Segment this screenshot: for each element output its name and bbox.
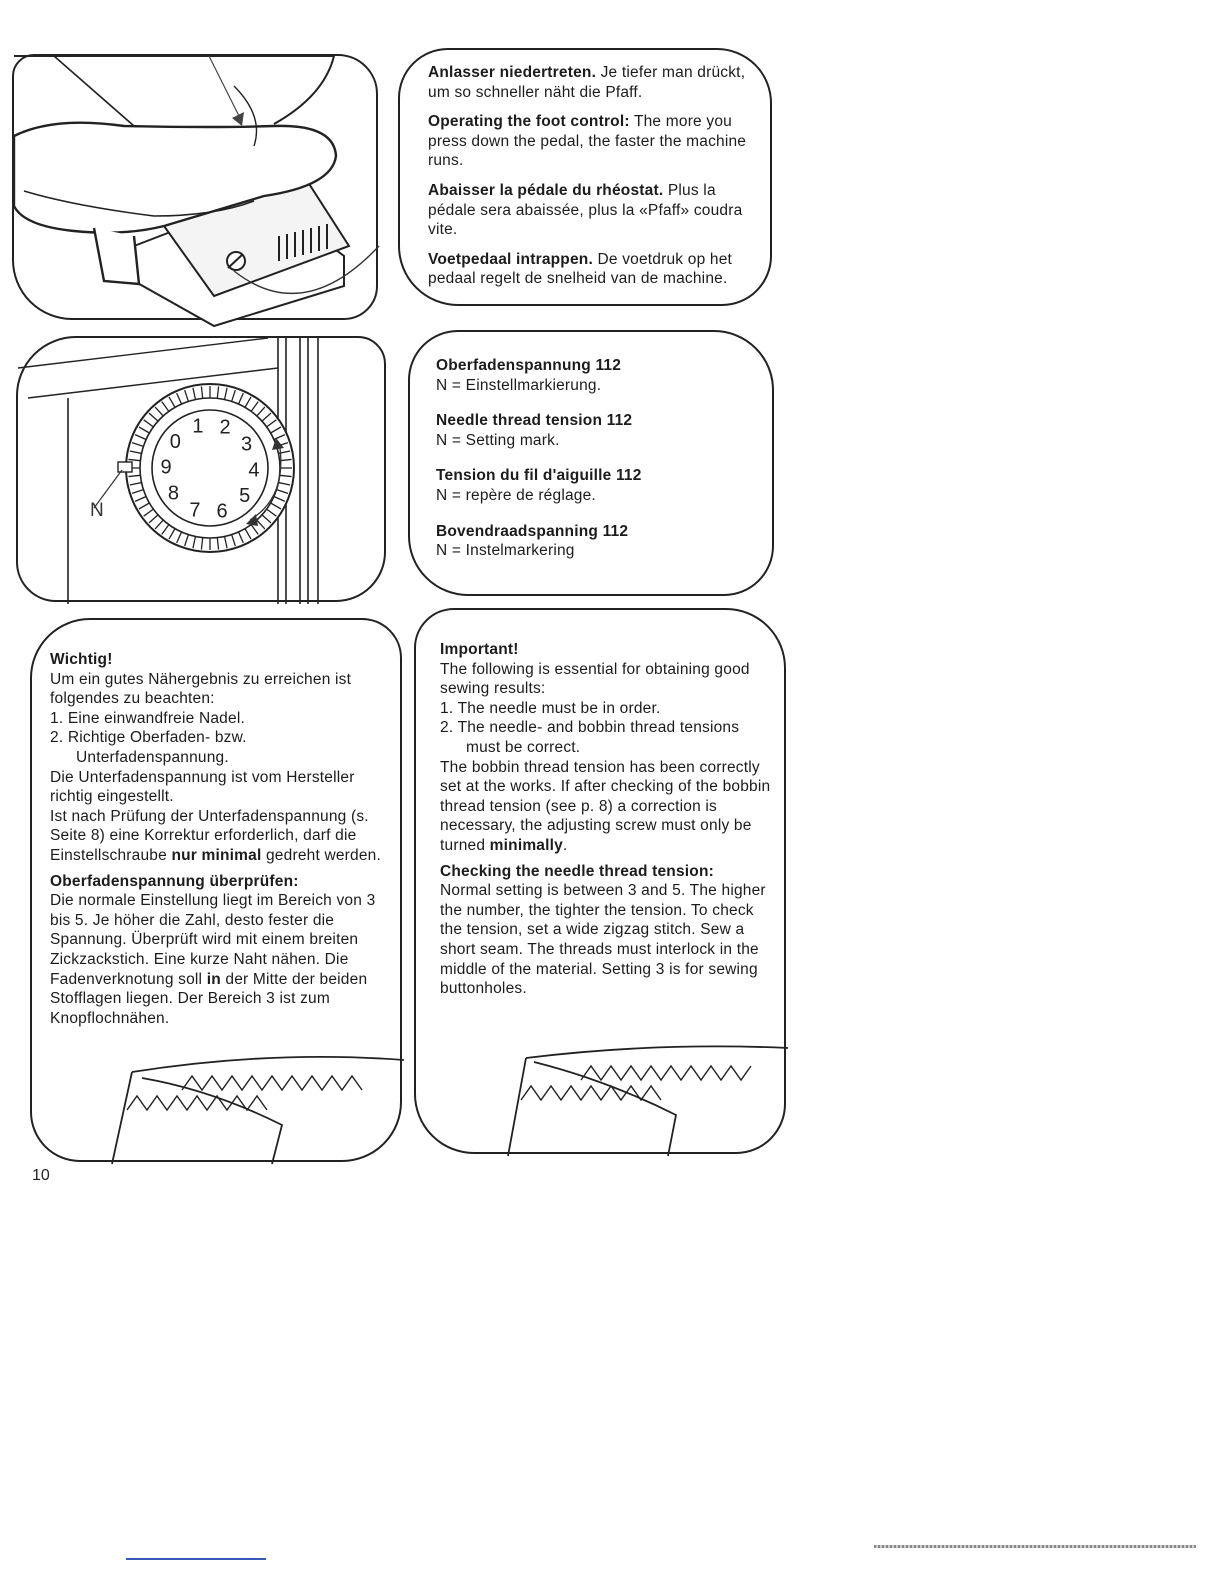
- scan-line-right: [874, 1545, 1196, 1548]
- foot-control-text: [428, 63, 763, 299]
- tension-item-en: Needle thread tension 112 N = Setting mark.: [436, 412, 633, 449]
- important-en-check-text: Normal setting is between 3 and 5. The higher the number, the tighter the tension. To check the tension, set a wide zigzag stitch. Sew a short seam. The threads must interlock in the middle of the material. Setting 3 is for sewing buttonholes.: [440, 882, 766, 998]
- dial-number: 7: [189, 499, 201, 522]
- dial-number: 0: [169, 430, 181, 453]
- zigzag-fabric-illustration-de: [32, 620, 404, 1164]
- foot-control-nl-text: De voetdruk op het pedaal regelt de snelheid van de machine.: [428, 250, 733, 288]
- important-en-panel: [414, 608, 786, 1154]
- important-de-check-heading: Oberfadenspannung überprüfen:: [50, 872, 299, 890]
- list-item: 2. The needle- and bobbin thread tensions must be correct.: [440, 719, 740, 756]
- foot-control-en-heading: Operating the foot control:: [428, 113, 630, 131]
- dial-number: 4: [248, 459, 260, 482]
- dial-number: 1: [192, 415, 204, 438]
- important-de-intro: Um ein gutes Nähergebnis zu erreichen ist folgendes zu beachten:: [50, 670, 352, 708]
- list-item: 1. The needle must be in order.: [440, 699, 661, 717]
- tension-text-panel: [408, 330, 774, 596]
- dial-number: 2: [219, 416, 231, 439]
- dial-number: 8: [167, 482, 180, 505]
- list-item: 2. Richtige Oberfaden- bzw. Unterfadenspannung.: [50, 729, 247, 766]
- page-number: 10: [32, 1167, 50, 1184]
- tension-item-nl: Bovendraadspanning 112 N = Instelmarkering: [436, 522, 629, 560]
- tension-text: [436, 356, 761, 577]
- dial-number: 6: [216, 500, 228, 523]
- setting-mark-label: N: [90, 500, 104, 521]
- scan-line-left: [126, 1558, 266, 1560]
- important-en-intro: The following is essential for obtaining good sewing results:: [440, 660, 750, 698]
- zigzag-fabric-illustration-en: [416, 610, 788, 1156]
- foot-control-de-heading: Anlasser niedertreten.: [428, 64, 597, 81]
- foot-control-text-panel: [398, 48, 772, 306]
- important-en-check-heading: Checking the needle thread tension:: [440, 862, 714, 880]
- important-de-para2: Ist nach Prüfung der Unterfadenspannung (s. Seite 8) eine Korrektur erforderlich, darf die Einstellschraube nur minimal gedreht werden.: [50, 807, 382, 864]
- foot-control-fr-text: Plus la pédale sera abaissée, plus la «Pfaff» coudra vite.: [428, 181, 743, 239]
- important-de-check-text: Die normale Einstellung liegt im Bereich von 3 bis 5. Je höher die Zahl, desto fester die Spannung. Überprüft wird mit einem breiten Zickzackstich. Eine kurze Naht nähen. Die Fadenverknotung soll in der Mitte der beiden Stofflagen liegen. Der Bereich 3 ist zum Knopflochnähen.: [50, 892, 376, 1027]
- foot-pedal-illustration: [14, 56, 380, 322]
- foot-control-nl-heading: Voetpedaal intrappen.: [428, 250, 593, 268]
- important-de-para1: Die Unterfadenspannung ist vom Hersteller richtig eingestellt.: [50, 768, 355, 806]
- dial-number: 9: [160, 456, 172, 479]
- foot-control-en-text: The more you press down the pedal, the faster the machine runs.: [428, 113, 747, 170]
- important-de-title: Wichtig!: [50, 651, 113, 668]
- foot-pedal-illustration-panel: [12, 54, 378, 320]
- tension-dial-illustration: [18, 338, 388, 604]
- list-item: 1. Eine einwandfreie Nadel.: [50, 709, 245, 727]
- dial-number: 3: [240, 433, 253, 456]
- foot-control-fr-heading: Abaisser la pédale du rhéostat.: [428, 181, 664, 199]
- tension-item-de: Oberfadenspannung 112 N = Einstellmarkierung.: [436, 357, 622, 394]
- foot-control-de-text: Je tiefer man drückt, um so schneller näht die Pfaff.: [428, 64, 746, 101]
- important-en-para1: The bobbin thread tension has been correctly set at the works. If after checking of the bobbin thread tension (see p. 8) a correction is necessary, the adjusting screw must only be turned minimally.: [440, 758, 771, 854]
- important-de-panel: [30, 618, 402, 1162]
- tension-dial-illustration-panel: [16, 336, 386, 602]
- important-en-title: Important!: [440, 641, 519, 658]
- tension-item-fr: Tension du fil d'aiguille 112 N = repère de réglage.: [436, 467, 642, 504]
- dial-number: 5: [239, 485, 251, 508]
